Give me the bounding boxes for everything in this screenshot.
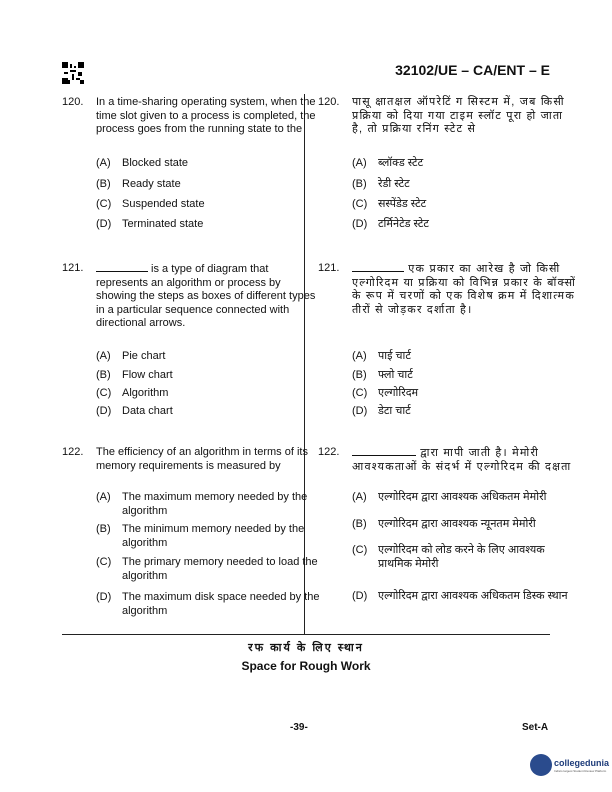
rough-work-heading: Space for Rough Work bbox=[241, 659, 371, 673]
mascot-icon bbox=[530, 754, 552, 776]
question-text: पासू क्षातक्षल ऑपरेटिं ग सिस्टम में, जब किसी प्रक्रिया को दिया गया टाइम स्लॉट पूरा हो जाता है, तो प्रक्रिया रनिंग स्टेट से bbox=[352, 96, 565, 135]
qr-code bbox=[62, 62, 84, 84]
answer-blank bbox=[96, 262, 148, 272]
question-121-en: 121. is a type of diagram that represents an algorithm or process by showing the steps as boxes of different types in a particular sequence connected with directional arrows. (A) Pie chart (B) Flow chart (C) Algorithm (D) Data chart bbox=[62, 262, 302, 422]
answer-blank bbox=[352, 446, 416, 456]
question-text: द्वारा मापी जाती है। मेमोरी आवश्यकताओं के संदर्भ में एल्गोरिदम की दक्षता bbox=[352, 447, 572, 473]
question-text: The efficiency of an algorithm in terms of its memory requirements is measured by bbox=[96, 446, 308, 472]
set-label: Set-A bbox=[522, 722, 549, 733]
rough-work-divider bbox=[62, 634, 550, 635]
question-122-hi: 122. द्वारा मापी जाती है। मेमोरी आवश्यकताओं के संदर्भ में एल्गोरिदम की दक्षता (A) एल्गोरिदम द्वारा आवश्यक अधिकतम मेमोरी (B) एल्गोरिदम द्वारा आवश्यक न्यूनतम मेमोरी (C) एल्गोरिदम को लोड करने के लिए आवश्यक प्राथमिक मेमोरी (D) एल्गोरिदम द्वारा आवश्यक अधिकतम डिस्क स्थान bbox=[318, 446, 558, 626]
page-number: -39- bbox=[290, 722, 308, 733]
question-number: 120. bbox=[318, 96, 340, 108]
question-text: एक प्रकार का आरेख है जो किसी एल्गोरिदम या प्रक्रिया को विभिन्न प्रकार के बॉक्सों के रूप में चरणों को एक विशेष क्रम में दिशात्मक तीरों से जोड़कर दर्शाता है। bbox=[352, 263, 577, 316]
paper-code: 32102/UE – CA/ENT – E bbox=[395, 62, 550, 78]
question-number: 121. bbox=[62, 262, 84, 274]
question-number: 120. bbox=[62, 96, 84, 108]
question-number: 122. bbox=[62, 446, 84, 458]
rough-work-heading-hi: रफ कार्य के लिए स्थान bbox=[248, 642, 364, 654]
logo-tagline: India's largest Student Review Platform bbox=[554, 769, 607, 773]
answer-blank bbox=[352, 262, 404, 272]
question-120-en: 120. In a time-sharing operating system, when the time slot given to a process is completed, the process goes from the running state to the (A) Blocked state (B) Ready state (C) Suspended state (D) Terminated state bbox=[62, 96, 302, 246]
question-120-hi: 120. पासू क्षातक्षल ऑपरेटिं ग सिस्टम में, जब किसी प्रक्रिया को दिया गया टाइम स्लॉट पूरा हो जाता है, तो प्रक्रिया रनिंग स्टेट से (A) ब्लॉक्ड स्टेट (B) रेडी स्टेट (C) सस्पेंडेड स्टेट (D) टर्मिनेटेड स्टेट bbox=[318, 96, 558, 246]
column-divider bbox=[304, 94, 305, 634]
watermark-logo bbox=[530, 754, 612, 784]
question-number: 122. bbox=[318, 446, 340, 458]
question-text: is a type of diagram that represents an algorithm or process by showing the steps as boxes of different types in a particular sequence connected with directional arrows. bbox=[96, 263, 316, 329]
question-122-en: 122. The efficiency of an algorithm in terms of its memory requirements is measured by (A) The maximum memory needed by the algorithm (B) The minimum memory needed by the algorithm (C) The primary memory needed to load the algorithm (D) The maximum disk space needed by the algorithm bbox=[62, 446, 302, 626]
logo-name: collegedunia bbox=[554, 758, 610, 768]
question-number: 121. bbox=[318, 262, 340, 274]
question-121-hi: 121. एक प्रकार का आरेख है जो किसी एल्गोरिदम या प्रक्रिया को विभिन्न प्रकार के बॉक्सों के रूप में चरणों को एक विशेष क्रम में दिशात्मक तीरों से जोड़कर दर्शाता है। (A) पाई चार्ट (B) फ्लो चार्ट (C) एल्गोरिदम (D) डेटा चार्ट bbox=[318, 262, 577, 417]
question-text: In a time-sharing operating system, when the time slot given to a process is completed, the process goes from the running state to the bbox=[96, 96, 316, 135]
